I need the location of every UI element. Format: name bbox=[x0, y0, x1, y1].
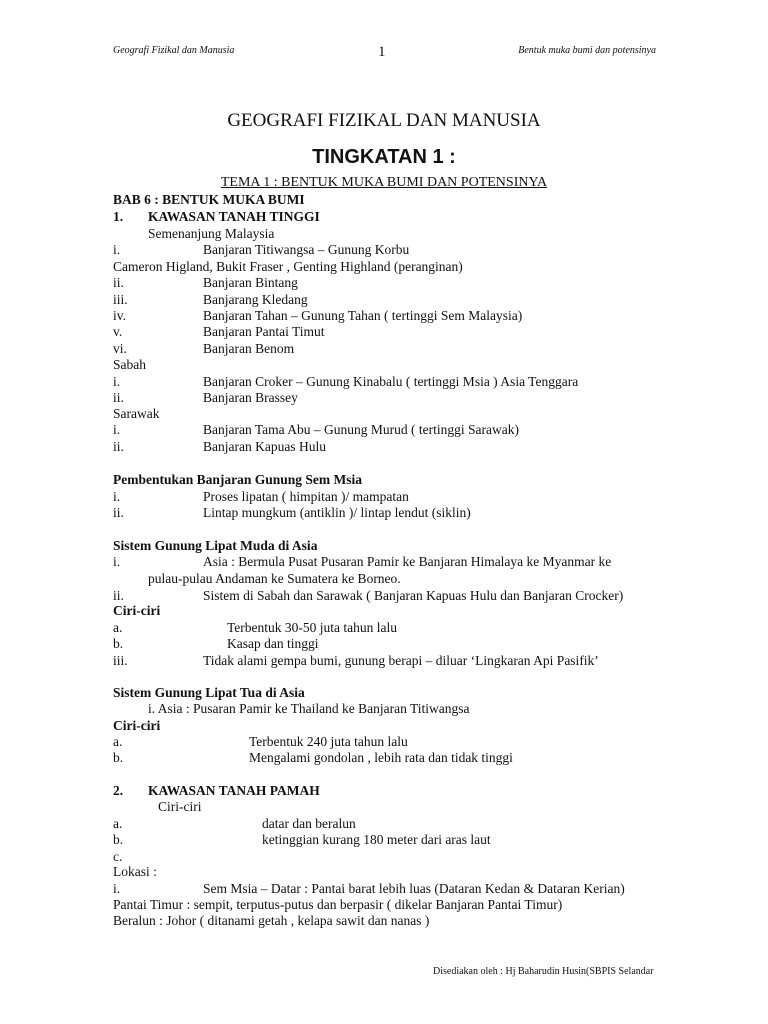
list-item: Lintap mungkum (antiklin )/ lintap lendut (siklin) bbox=[203, 505, 471, 520]
list-num: v. bbox=[113, 324, 123, 339]
list-item: Banjaran Tahan – Gunung Tahan ( tertinggi Sem Malaysia) bbox=[203, 308, 523, 323]
document-subtitle: TINGKATAN 1 : bbox=[312, 146, 456, 168]
running-header-left: Geografi Fizikal dan Manusia bbox=[113, 45, 235, 56]
chapter-heading: BAB 6 : BENTUK MUKA BUMI bbox=[113, 192, 305, 207]
list-num: ii. bbox=[113, 275, 124, 290]
list-item: Banjaran Pantai Timut bbox=[203, 324, 325, 339]
list-num: i. bbox=[113, 374, 121, 389]
section-1-heading: KAWASAN TANAH TINGGI bbox=[148, 209, 320, 224]
list-item: Sem Msia – Datar : Pantai barat lebih luas (Dataran Kedan & Dataran Kerian) bbox=[203, 881, 625, 896]
list-num: i. bbox=[113, 554, 121, 569]
list-item: Proses lipatan ( himpitan )/ mampatan bbox=[203, 489, 409, 504]
list-item: Asia : Bermula Pusat Pusaran Pamir ke Banjaran Himalaya ke Myanmar ke bbox=[203, 554, 612, 569]
ciri-ciri-heading: Ciri-ciri bbox=[113, 718, 161, 733]
region-sabah: Sabah bbox=[113, 357, 146, 372]
list-item: Tidak alami gempa bumi, gunung berapi – diluar ‘Lingkaran Api Pasifik’ bbox=[203, 653, 599, 668]
list-item-note: Beralun : Johor ( ditanami getah , kelapa sawit dan nanas ) bbox=[113, 913, 430, 928]
list-item: Terbentuk 240 juta tahun lalu bbox=[249, 734, 408, 749]
list-num: b. bbox=[113, 750, 124, 765]
list-item: Banjaran Tama Abu – Gunung Murud ( tertinggi Sarawak) bbox=[203, 422, 519, 437]
tua-heading: Sistem Gunung Lipat Tua di Asia bbox=[113, 685, 305, 700]
list-item: Banjaran Benom bbox=[203, 341, 295, 356]
running-header-right: Bentuk muka bumi dan potensinya bbox=[518, 45, 656, 56]
list-item-note: Pantai Timur : sempit, terputus-putus dan berpasir ( dikelar Banjaran Pantai Timur) bbox=[113, 897, 563, 912]
list-item: i. Asia : Pusaran Pamir ke Thailand ke Banjaran Titiwangsa bbox=[148, 701, 470, 716]
pembentukan-heading: Pembentukan Banjaran Gunung Sem Msia bbox=[113, 472, 363, 487]
section-2-number: 2. bbox=[113, 783, 124, 798]
list-item: Mengalami gondolan , lebih rata dan tidak tinggi bbox=[249, 750, 513, 765]
list-item: Banjaran Croker – Gunung Kinabalu ( tertinggi Msia ) Asia Tenggara bbox=[203, 374, 579, 389]
list-num: ii. bbox=[113, 390, 124, 405]
ciri-ciri-heading: Ciri-ciri bbox=[113, 603, 161, 618]
list-num: vi. bbox=[113, 341, 127, 356]
list-num: b. bbox=[113, 832, 124, 847]
ciri-ciri-label: Ciri-ciri bbox=[158, 799, 202, 814]
list-num: ii. bbox=[113, 588, 124, 603]
list-num: iii. bbox=[113, 653, 128, 668]
muda-heading: Sistem Gunung Lipat Muda di Asia bbox=[113, 538, 318, 553]
page-number: 1 bbox=[378, 44, 386, 60]
list-num: i. bbox=[113, 489, 121, 504]
page-footer: Disediakan oleh : Hj Baharudin Husin(SBPIS Selandar bbox=[433, 966, 654, 977]
list-num: a. bbox=[113, 816, 123, 831]
section-1-number: 1. bbox=[113, 209, 124, 224]
list-item: Banjaran Bintang bbox=[203, 275, 298, 290]
list-num: ii. bbox=[113, 439, 124, 454]
list-item: datar dan beralun bbox=[262, 816, 356, 831]
document-title: GEOGRAFI FIZIKAL DAN MANUSIA bbox=[227, 110, 541, 131]
list-num: i. bbox=[113, 422, 121, 437]
section-2-heading: KAWASAN TANAH PAMAH bbox=[148, 783, 320, 798]
list-num: i. bbox=[113, 242, 121, 257]
region-semenanjung: Semenanjung Malaysia bbox=[148, 226, 275, 241]
list-item: Banjarang Kledang bbox=[203, 292, 308, 307]
list-item: Banjaran Kapuas Hulu bbox=[203, 439, 326, 454]
list-num: b. bbox=[113, 636, 124, 651]
list-item-continuation: pulau-pulau Andaman ke Sumatera ke Borneo. bbox=[148, 571, 401, 586]
list-item: Terbentuk 30-50 juta tahun lalu bbox=[227, 620, 398, 635]
list-item: Sistem di Sabah dan Sarawak ( Banjaran Kapuas Hulu dan Banjaran Crocker) bbox=[203, 588, 624, 603]
theme-heading: TEMA 1 : BENTUK MUKA BUMI DAN POTENSINYA bbox=[220, 175, 548, 190]
list-item: Banjaran Titiwangsa – Gunung Korbu bbox=[203, 242, 410, 257]
list-num: iii. bbox=[113, 292, 128, 307]
list-item-note: Cameron Higland, Bukit Fraser , Genting Highland (peranginan) bbox=[113, 259, 463, 274]
list-item: ketinggian kurang 180 meter dari aras laut bbox=[262, 832, 491, 847]
list-num: iv. bbox=[113, 308, 126, 323]
list-item: Banjaran Brassey bbox=[203, 390, 298, 405]
lokasi-label: Lokasi : bbox=[113, 864, 157, 879]
list-item: Kasap dan tinggi bbox=[227, 636, 319, 651]
list-num: ii. bbox=[113, 505, 124, 520]
list-num: i. bbox=[113, 881, 121, 896]
list-num: a. bbox=[113, 620, 123, 635]
list-num: c. bbox=[113, 849, 123, 864]
region-sarawak: Sarawak bbox=[113, 406, 160, 421]
list-num: a. bbox=[113, 734, 123, 749]
